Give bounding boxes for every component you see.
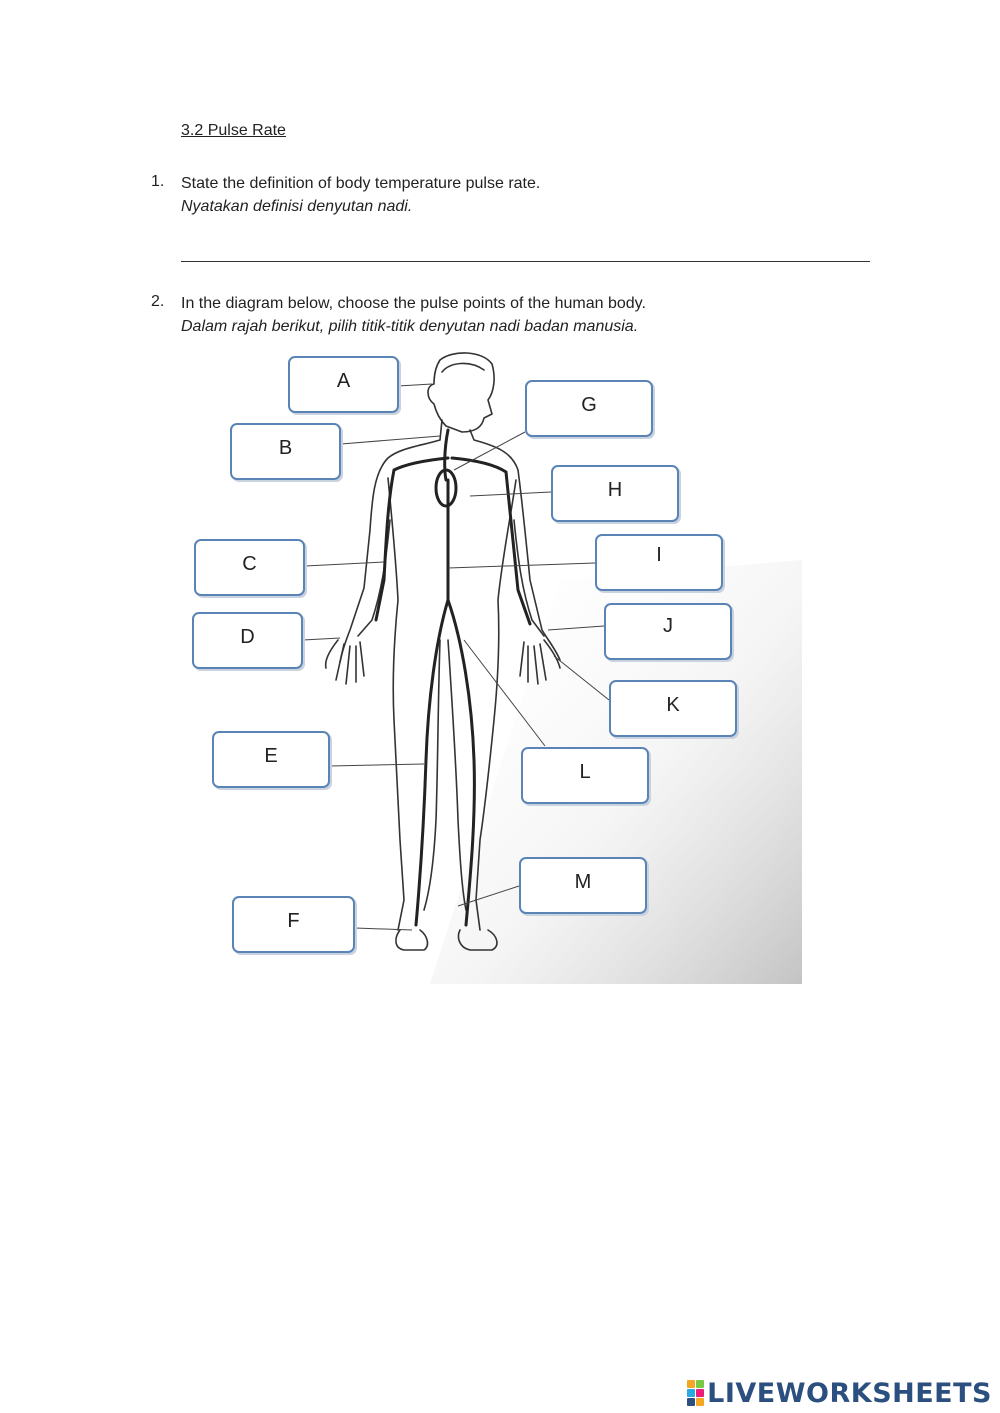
answer-box-f[interactable]: F — [232, 896, 355, 953]
question-2-translation: Dalam rajah berikut, pilih titik-titik denyutan nadi badan manusia. — [181, 318, 639, 335]
logo-text: LIVEWORKSHEETS — [707, 1377, 992, 1409]
answer-box-g[interactable]: G — [525, 380, 653, 437]
question-1-translation: Nyatakan definisi denyutan nadi. — [181, 198, 413, 215]
answer-box-e[interactable]: E — [212, 731, 330, 788]
answer-line[interactable] — [181, 261, 870, 262]
liveworksheets-logo — [687, 1376, 992, 1410]
answer-box-l[interactable]: L — [521, 747, 649, 804]
answer-box-m[interactable]: M — [519, 857, 647, 914]
answer-box-a[interactable]: A — [288, 356, 399, 413]
answer-box-d[interactable]: D — [192, 612, 303, 669]
question-2 — [181, 292, 646, 338]
question-2-number: 2. — [151, 293, 165, 310]
answer-box-k[interactable]: K — [609, 680, 737, 737]
answer-box-i[interactable]: I — [595, 534, 723, 591]
question-1-text: State the definition of body temperature pulse rate. — [181, 175, 541, 192]
question-1 — [181, 172, 540, 218]
answer-box-j[interactable]: J — [604, 603, 732, 660]
answer-box-h[interactable]: H — [551, 465, 679, 522]
logo-icon — [687, 1380, 704, 1406]
question-2-text: In the diagram below, choose the pulse points of the human body. — [181, 295, 646, 312]
section-heading: 3.2 Pulse Rate — [181, 122, 286, 139]
question-1-number: 1. — [151, 173, 165, 190]
answer-box-b[interactable]: B — [230, 423, 341, 480]
answer-box-c[interactable]: C — [194, 539, 305, 596]
